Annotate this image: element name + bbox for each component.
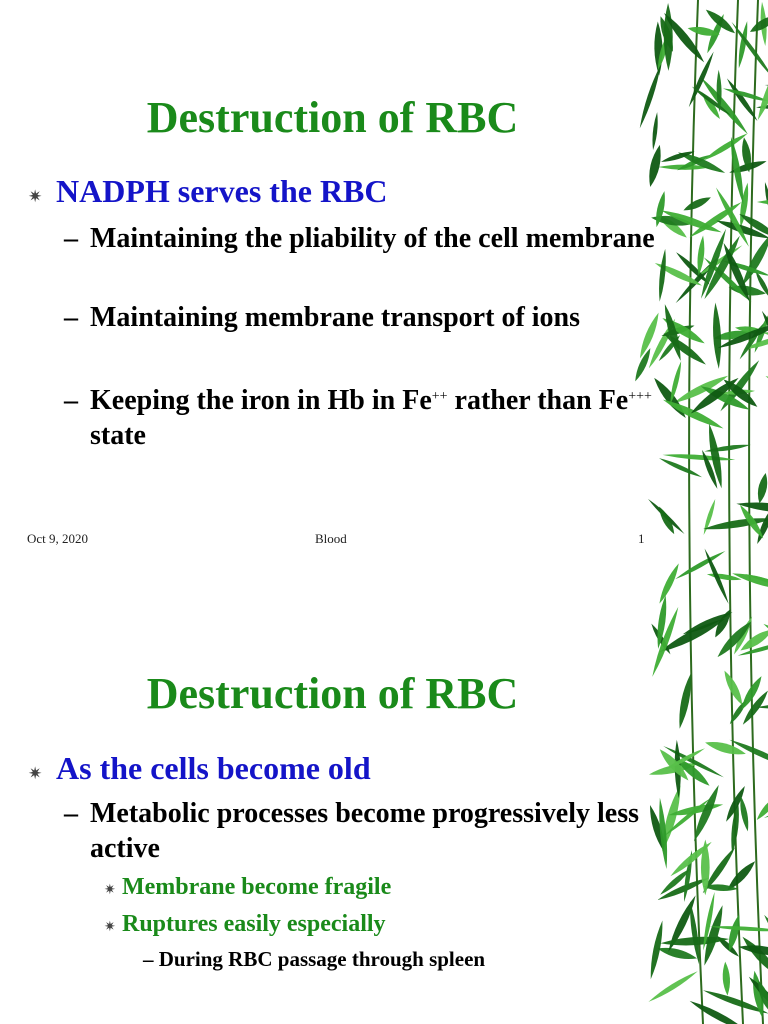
bullet-item (28, 172, 388, 210)
bullet-text: NADPH serves the RBC (56, 173, 388, 209)
slide-2 (0, 512, 768, 1024)
bullet-text: As the cells become old (56, 750, 371, 786)
footer-date: Oct 9, 2020 (27, 531, 89, 546)
sub-bullet (64, 221, 670, 256)
star-bullet-icon: ✷ (28, 187, 43, 206)
superscript: +++ (628, 389, 652, 404)
sub-bullet (64, 796, 650, 866)
level3-bullet-text: Ruptures easily especially (122, 911, 386, 937)
sub-bullet (64, 379, 670, 453)
sub-bullet-text: Maintaining the pliability of the cell (90, 223, 519, 254)
level3-bullet (104, 909, 386, 939)
slide-title: Destruction of RBC (146, 669, 519, 718)
sub-bullet (64, 300, 670, 335)
sub-bullet-text-cont: rather than Fe (454, 385, 629, 416)
dash-bullet-icon: – (64, 798, 78, 829)
level3-bullet (104, 872, 391, 902)
star-bullet-icon: ✷ (104, 920, 116, 935)
star-bullet-icon: ✷ (104, 883, 116, 898)
star-bullet-icon: ✷ (28, 764, 43, 783)
dash-bullet-icon: – (64, 302, 78, 333)
footer-title: Blood (315, 531, 347, 546)
superscript: ++ (431, 389, 448, 404)
level4-bullet (143, 946, 485, 972)
sub-bullet-text-cont: of ions (501, 302, 581, 333)
dash-bullet-icon: – (64, 385, 78, 416)
sub-bullet-text-end: state (90, 420, 146, 451)
dash-bullet-icon: – (143, 947, 154, 971)
bullet-item (28, 749, 371, 787)
sub-bullet-text: Metabolic processes become (90, 798, 426, 829)
footer-page-number: 1 (638, 531, 645, 546)
level4-bullet-text: During RBC passage through spleen (158, 947, 486, 971)
dash-bullet-icon: – (64, 223, 78, 254)
slide-title: Destruction of RBC (146, 93, 519, 142)
sub-bullet-text-cont: progressively less active (90, 798, 640, 864)
sub-bullet-text-cont: membrane (525, 223, 655, 254)
sub-bullet-text: Maintaining membrane transport (90, 302, 495, 333)
level3-bullet-text: Membrane become fragile (122, 874, 392, 900)
sub-bullet-text: Keeping the iron in Hb in Fe (90, 385, 432, 416)
